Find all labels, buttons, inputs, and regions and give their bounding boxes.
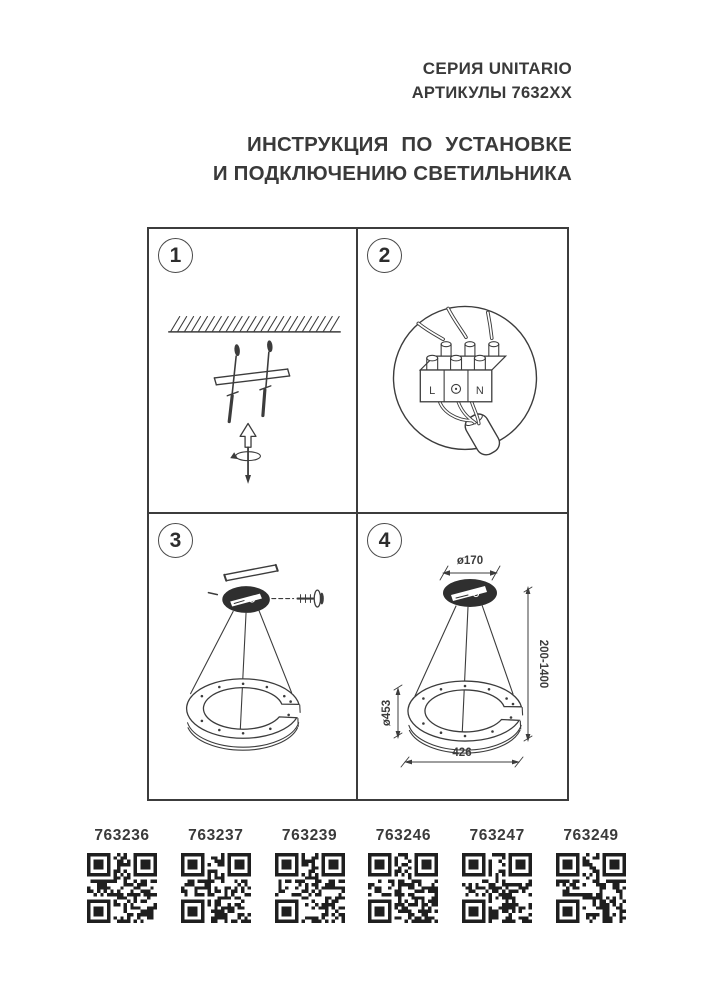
page-title-line1: ИНСТРУКЦИЯ ПО УСТАНОВКЕ <box>247 133 572 156</box>
screw-dash-left <box>208 593 217 595</box>
article-column <box>266 827 354 923</box>
step-1-number-badge: 1 <box>158 238 193 273</box>
terminal-label-neutral: N <box>475 384 484 397</box>
dimension-ring-diameter <box>381 685 402 739</box>
step-1-panel <box>149 229 358 514</box>
step-4-panel <box>358 514 567 799</box>
ring-diameter-label: ø453 <box>381 699 393 727</box>
article-column <box>359 827 447 923</box>
qr-code <box>87 853 157 923</box>
mounting-screw <box>272 590 324 607</box>
width-label: 426 <box>452 747 472 759</box>
ring-lamp <box>187 679 301 750</box>
step-2-number-badge: 2 <box>367 238 402 273</box>
page-title-line2: И ПОДКЛЮЧЕНИЮ СВЕТИЛЬНИКА <box>212 162 572 186</box>
dimension-height-range <box>524 586 549 742</box>
article-code-label: 763247 <box>469 827 525 844</box>
article-code-label: 763249 <box>563 827 619 844</box>
qr-code <box>368 853 438 923</box>
article-code-label: 763237 <box>188 827 244 844</box>
height-range-label: 200-1400 <box>537 639 549 689</box>
article-column <box>453 827 541 923</box>
ring-lamp <box>408 681 523 753</box>
article-column <box>547 827 635 923</box>
article-column <box>78 827 166 923</box>
step-4-number-badge: 4 <box>367 523 402 558</box>
qr-code <box>462 853 532 923</box>
suspension-cables <box>415 605 513 738</box>
qr-code <box>556 853 626 923</box>
qr-code <box>275 853 345 923</box>
terminal-label-live: L <box>429 384 436 397</box>
article-code-label: 763236 <box>94 827 150 844</box>
article-code-label: 763239 <box>281 827 338 844</box>
article-column <box>172 827 260 923</box>
series-title: СЕРИЯ UNITARIO <box>422 59 572 78</box>
step-3-panel <box>149 514 358 799</box>
ceiling-hatch <box>171 317 339 332</box>
document-header <box>412 57 572 106</box>
steps-grid <box>147 227 569 801</box>
mains-wires <box>418 308 491 339</box>
canopy-diameter-label: ø170 <box>456 555 484 567</box>
step-3-number-badge: 3 <box>158 523 193 558</box>
articles-subtitle: АРТИКУЛЫ 7632XX <box>411 83 572 102</box>
canopy <box>443 579 497 607</box>
terminal-block <box>420 342 505 402</box>
dimension-canopy-diameter <box>440 555 500 580</box>
mounting-bracket <box>214 369 289 396</box>
article-code-label: 763246 <box>375 827 432 844</box>
qr-code <box>181 853 251 923</box>
rotation-arrow-icon <box>230 423 260 483</box>
article-codes-row <box>78 827 635 923</box>
step-2-panel <box>358 229 567 514</box>
page-title <box>213 130 572 188</box>
ceiling-bracket <box>224 565 277 581</box>
dimension-width <box>401 747 523 767</box>
canopy <box>222 586 270 613</box>
